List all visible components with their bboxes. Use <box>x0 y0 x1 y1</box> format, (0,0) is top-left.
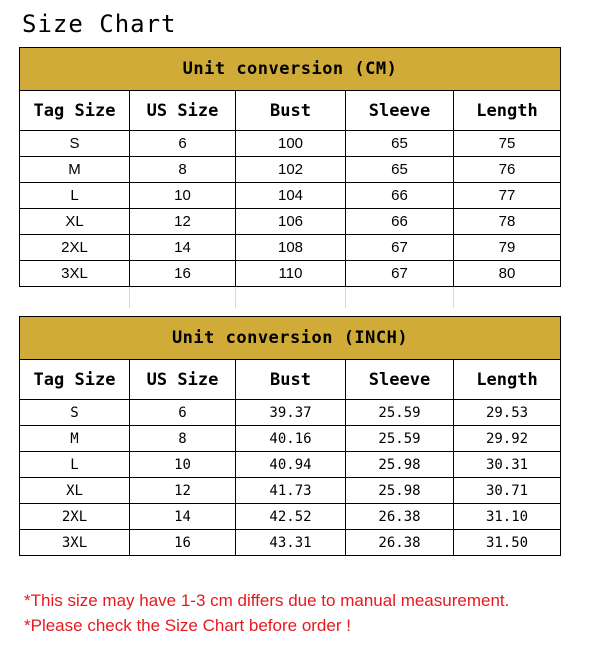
table-cell: 6 <box>130 400 236 426</box>
table-row <box>20 478 561 504</box>
notes <box>24 588 509 638</box>
table-cell: 26.38 <box>346 504 454 530</box>
table-cell: 43.31 <box>236 530 346 556</box>
table-cell: 2XL <box>20 504 130 530</box>
table-cell: 67 <box>346 261 454 287</box>
column-header-length: Length <box>454 360 561 400</box>
table-cell: 104 <box>236 183 346 209</box>
table-row <box>20 209 561 235</box>
table-cell: 8 <box>130 157 236 183</box>
table-cell: 77 <box>454 183 561 209</box>
page-title: Size Chart <box>22 10 177 38</box>
table-cell: 29.53 <box>454 400 561 426</box>
table-cell: 79 <box>454 235 561 261</box>
column-header-tag-size: Tag Size <box>20 360 130 400</box>
table-cell: XL <box>20 478 130 504</box>
column-header-bust: Bust <box>236 91 346 131</box>
table-cell: 2XL <box>20 235 130 261</box>
table-cell: 8 <box>130 426 236 452</box>
table-cell: 12 <box>130 209 236 235</box>
table-cell: 25.98 <box>346 478 454 504</box>
size-table-cm <box>19 47 561 308</box>
column-header-length: Length <box>454 91 561 131</box>
table-cell: 12 <box>130 478 236 504</box>
column-header-sleeve: Sleeve <box>346 91 454 131</box>
table-cell: 110 <box>236 261 346 287</box>
table-row <box>20 157 561 183</box>
table-cell: S <box>20 400 130 426</box>
table-cell: 25.59 <box>346 400 454 426</box>
table-cell: 66 <box>346 183 454 209</box>
column-header-us-size: US Size <box>130 360 236 400</box>
table-cell: 31.10 <box>454 504 561 530</box>
table-cell: 40.94 <box>236 452 346 478</box>
table-cell: 67 <box>346 235 454 261</box>
table-cell: 108 <box>236 235 346 261</box>
table-row <box>20 131 561 157</box>
table-cell: 30.71 <box>454 478 561 504</box>
table-cell: 106 <box>236 209 346 235</box>
table-header-inch: Unit conversion (INCH) <box>20 317 561 360</box>
spacer-row <box>20 287 561 309</box>
table-cell: 31.50 <box>454 530 561 556</box>
table-cell: 102 <box>236 157 346 183</box>
table-cell: 80 <box>454 261 561 287</box>
spacer-cell <box>20 287 130 309</box>
spacer-cell <box>236 287 346 309</box>
table-cell: 65 <box>346 157 454 183</box>
table-row <box>20 530 561 556</box>
column-header-tag-size: Tag Size <box>20 91 130 131</box>
spacer-cell <box>346 287 454 309</box>
table-cell: 39.37 <box>236 400 346 426</box>
table-cell: 75 <box>454 131 561 157</box>
column-header-sleeve: Sleeve <box>346 360 454 400</box>
table-cell: 25.98 <box>346 452 454 478</box>
table-cell: 6 <box>130 131 236 157</box>
table-cell: 65 <box>346 131 454 157</box>
table-cell: 100 <box>236 131 346 157</box>
table-cell: XL <box>20 209 130 235</box>
table-cell: L <box>20 452 130 478</box>
table-row <box>20 426 561 452</box>
table-cell: 40.16 <box>236 426 346 452</box>
table-cell: M <box>20 157 130 183</box>
table-cell: 3XL <box>20 261 130 287</box>
table-row <box>20 235 561 261</box>
table-cell: 66 <box>346 209 454 235</box>
table-row <box>20 183 561 209</box>
column-header-us-size: US Size <box>130 91 236 131</box>
table-row <box>20 400 561 426</box>
table-cell: 30.31 <box>454 452 561 478</box>
table-cell: 78 <box>454 209 561 235</box>
table-cell: 42.52 <box>236 504 346 530</box>
table-cell: 14 <box>130 235 236 261</box>
note-check-chart: *Please check the Size Chart before order ! <box>24 616 351 635</box>
table-header-cm: Unit conversion (CM) <box>20 48 561 91</box>
table-row <box>20 452 561 478</box>
table-cell: 16 <box>130 261 236 287</box>
table-cell: 16 <box>130 530 236 556</box>
table-row <box>20 261 561 287</box>
table-cell: S <box>20 131 130 157</box>
table-cell: 14 <box>130 504 236 530</box>
size-table-inch <box>19 316 561 556</box>
table-cell: 29.92 <box>454 426 561 452</box>
spacer-cell <box>454 287 561 309</box>
table-cell: 10 <box>130 183 236 209</box>
column-header-bust: Bust <box>236 360 346 400</box>
table-cell: 76 <box>454 157 561 183</box>
table-cell: 25.59 <box>346 426 454 452</box>
table-cell: 26.38 <box>346 530 454 556</box>
table-cell: 3XL <box>20 530 130 556</box>
table-row <box>20 504 561 530</box>
note-measurement: *This size may have 1-3 cm differs due to manual measurement. <box>24 591 510 610</box>
table-cell: 41.73 <box>236 478 346 504</box>
table-cell: M <box>20 426 130 452</box>
table-cell: 10 <box>130 452 236 478</box>
spacer-cell <box>130 287 236 309</box>
table-cell: L <box>20 183 130 209</box>
